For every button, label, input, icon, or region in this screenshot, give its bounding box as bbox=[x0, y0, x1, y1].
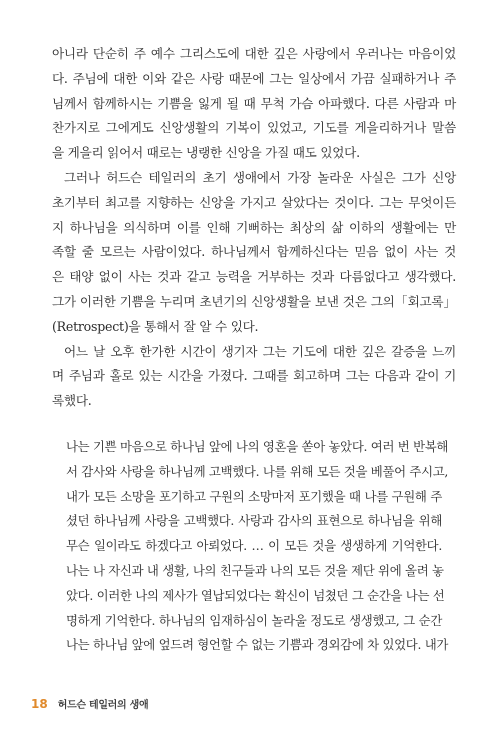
body-line: 님께서 함께하시는 기쁨을 잃게 될 때 무척 가슴 아파했다. 다른 사람과 마 bbox=[52, 95, 456, 111]
quote-line: 나는 기쁜 마음으로 하나님 앞에 나의 영혼을 쏟아 놓았다. 여러 번 반복해 bbox=[66, 439, 449, 454]
body-line: 어느 날 오후 한가한 시간이 생기자 그는 기도에 대한 깊은 갈증을 느끼 bbox=[64, 343, 456, 359]
quote-line: 나는 나 자신과 내 생활, 나의 친구들과 나의 모든 것을 제단 위에 올려 놓 bbox=[66, 562, 444, 578]
quote-line: 셨던 하나님께 사랑을 고백했다. 사랑과 감사의 표현으로 하나님을 위해 bbox=[66, 513, 442, 529]
body-line: 록했다. bbox=[52, 393, 92, 409]
quote-line: 내가 모든 소망을 포기하고 구원의 소망마저 포기했을 때 나를 구원해 주 bbox=[66, 488, 442, 504]
page-footer bbox=[31, 696, 148, 711]
body-line: 초기부터 최고를 지향하는 신앙을 가지고 살았다는 것이다. 그는 무엇이든 bbox=[52, 194, 456, 210]
block-quote bbox=[66, 435, 449, 658]
body-line: 그러나 허드슨 테일러의 초기 생애에서 가장 놀라운 사실은 그가 신앙 bbox=[64, 169, 456, 185]
quote-line: 나는 하나님 앞에 엎드려 형언할 수 없는 기쁨과 경외감에 차 있었다. 내가 bbox=[66, 637, 449, 653]
body-line: 며 주님과 홀로 있는 시간을 가졌다. 그때를 회고하며 그는 다음과 같이 기 bbox=[52, 368, 456, 384]
page-number: 18 bbox=[31, 697, 48, 711]
body-line: 족할 줄 모르는 사람이었다. 하나님께서 함께하신다는 믿음 없이 사는 것 bbox=[52, 244, 456, 260]
quote-line: 무슨 일이라도 하겠다고 아뢰었다. … 이 모든 것을 생생하게 기억한다. bbox=[66, 538, 442, 554]
body-line: 찬가지로 그에게도 신앙생활의 기복이 있었고, 기도를 게을리하거나 말씀 bbox=[52, 120, 456, 136]
quote-line: 서 감사와 사랑을 하나님께 고백했다. 나를 위해 모든 것을 베풀어 주시고, bbox=[66, 463, 449, 479]
quote-line: 았다. 이러한 나의 제사가 열납되었다는 확신이 넘쳤던 그 순간을 나는 선 bbox=[66, 587, 445, 603]
body-line: (Retrospect)을 통해서 잘 알 수 있다. bbox=[52, 318, 259, 334]
quote-line: 명하게 기억한다. 하나님의 임재하심이 놀라울 정도로 생생했고, 그 순간 bbox=[66, 612, 442, 628]
body-line: 다. 주님에 대한 이와 같은 사랑 때문에 그는 일상에서 가끔 실패하거나 주 bbox=[52, 70, 456, 86]
body-text bbox=[52, 42, 456, 414]
body-line: 은 태양 없이 사는 것과 같고 능력을 거부하는 것과 다름없다고 생각했다. bbox=[52, 269, 456, 285]
running-title: 허드슨 테일러의 생애 bbox=[57, 700, 149, 711]
body-line: 지 하나님을 의식하며 이를 인해 기뻐하는 최상의 삶 이하의 생활에는 만 bbox=[52, 219, 456, 235]
body-line: 그가 이러한 기쁨을 누리며 초년기의 신앙생활을 보낸 것은 그의「회고록」 bbox=[52, 293, 456, 309]
body-line: 아니라 단순히 주 예수 그리스도에 대한 깊은 사랑에서 우러나는 마음이었 bbox=[52, 46, 456, 61]
body-line: 을 게을리 읽어서 때로는 냉랭한 신앙을 가질 때도 있었다. bbox=[52, 145, 360, 161]
